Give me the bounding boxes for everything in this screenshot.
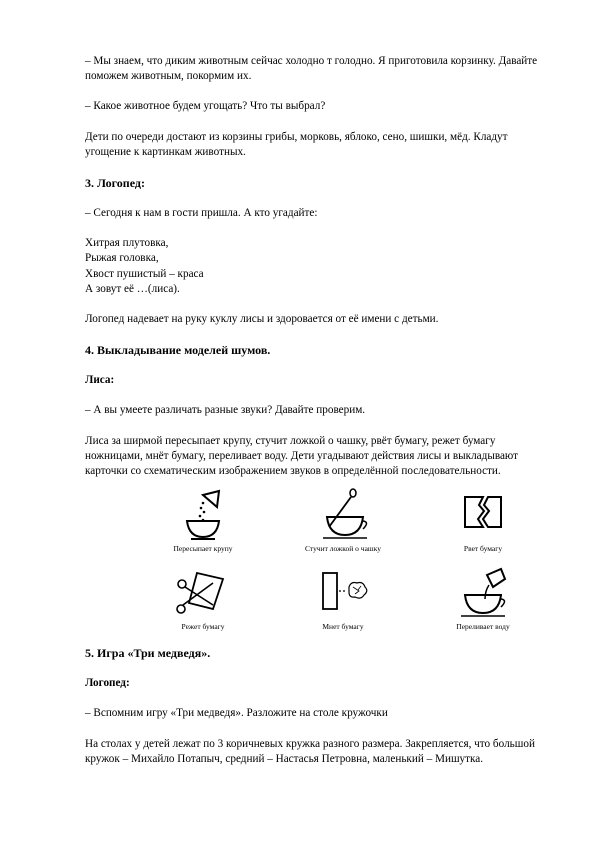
pouring-grain-icon <box>173 487 233 542</box>
figure-crumpled-paper <box>283 565 403 632</box>
crumpled-paper-icon <box>313 565 373 620</box>
torn-paper-icon <box>453 487 513 542</box>
figure-caption: Режет бумагу <box>181 622 225 632</box>
figure-spoon-cup <box>283 487 403 554</box>
section-5-line-2: На столах у детей лежат по 3 коричневых кружка разного размера. Закрепляется, что большой кружок – Михайло Потапыч, средний – Настасья Петровна, маленький – Мишутка. <box>85 737 535 765</box>
poem-line-1: Хитрая плутовка, <box>85 237 169 250</box>
spoon-cup-icon <box>313 487 373 542</box>
figure-pouring-grain <box>143 487 263 554</box>
poem-line-2: Рыжая головка, <box>85 252 159 265</box>
pouring-water-icon <box>453 565 513 620</box>
figure-scissors-paper <box>143 565 263 632</box>
document-page <box>85 54 555 767</box>
intro-paragraph-1: – Мы знаем, что диким животным сейчас холодно т голодно. Я приготовила корзинку. Давайте поможем животным, покормим их. <box>85 55 538 83</box>
scissors-paper-icon <box>173 565 233 620</box>
poem-line-4: А зовут её …(лиса). <box>85 282 180 295</box>
section-3-line-1: – Сегодня к нам в гости пришла. А кто угадайте: <box>85 207 318 220</box>
section-3-heading: 3. Логопед: <box>85 176 145 191</box>
intro-paragraph-2: – Какое животное будем угощать? Что ты выбрал? <box>85 100 326 113</box>
figure-caption: Рвет бумагу <box>463 544 503 554</box>
section-4-speaker: Лиса: <box>85 374 115 387</box>
figure-pouring-water <box>423 565 543 632</box>
intro-paragraph-3: Дети по очереди достают из корзины грибы, морковь, яблоко, сено, шишки, мёд. Кладут угощение к картинкам животных. <box>85 130 508 158</box>
section-4-heading: 4. Выкладывание моделей шумов. <box>85 343 271 358</box>
section-5-line-1: – Вспомним игру «Три медведя». Разложите на столе кружочки <box>85 707 388 720</box>
section-4-line-1: – А вы умеете различать разные звуки? Давайте проверим. <box>85 404 366 417</box>
section-5-heading: 5. Игра «Три медведя». <box>85 646 211 661</box>
figure-caption: Мнет бумагу <box>322 622 364 632</box>
sound-model-figures <box>143 487 543 637</box>
figure-caption: Стучит ложкой о чашку <box>305 544 381 554</box>
figure-caption: Пересыпает крупу <box>173 544 233 554</box>
section-3-line-2: Логопед надевает на руку куклу лисы и здоровается от её имени с детьми. <box>85 313 439 326</box>
poem-line-3: Хвост пушистый – краса <box>85 267 204 280</box>
figure-caption: Переливает воду <box>456 622 510 632</box>
section-4-line-2: Лиса за ширмой пересыпает крупу, стучит ложкой о чашку, рвёт бумагу, режет бумагу ножницами, мнёт бумагу, переливает воду. Дети угадывают действия лисы и выкладывают карточки со схематическим изображением звуков в определённой последовательности. <box>85 434 519 478</box>
figure-torn-paper <box>423 487 543 554</box>
section-5-speaker: Логопед: <box>85 677 130 690</box>
